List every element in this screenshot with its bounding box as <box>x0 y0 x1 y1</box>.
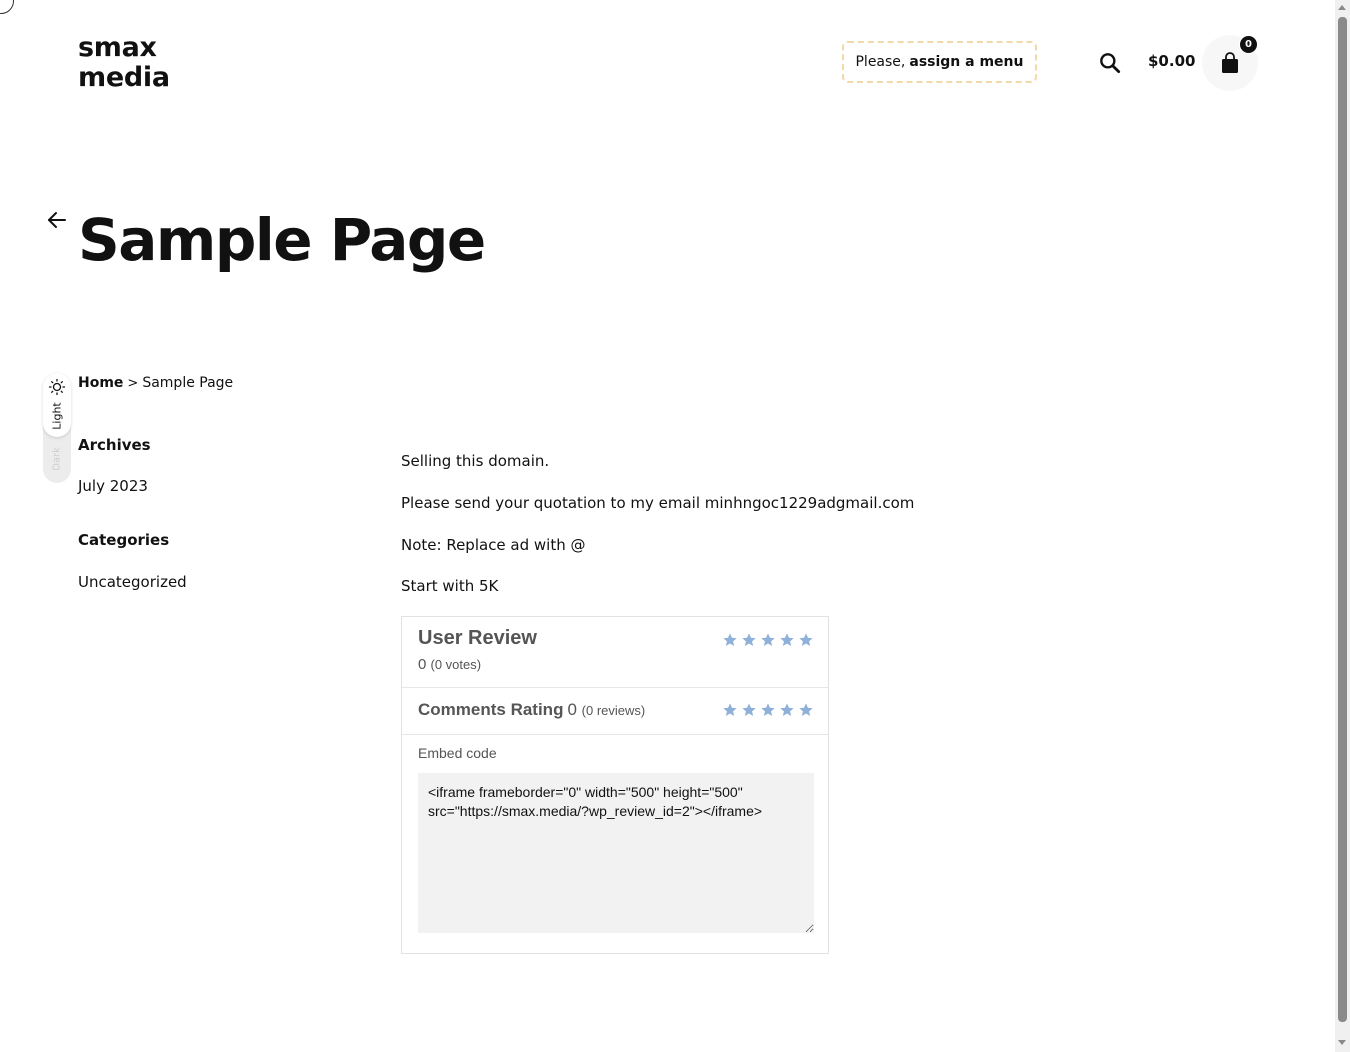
comments-rating-label <box>418 700 645 720</box>
content-paragraph: Selling this domain. <box>401 452 550 470</box>
star-icon <box>779 702 795 718</box>
comments-rating-row <box>402 688 828 735</box>
content-paragraph: Please send your quotation to my email minhngoc1229adgmail.com <box>401 494 915 512</box>
shopping-bag-icon <box>1220 52 1240 74</box>
scrollbar-thumb[interactable] <box>1338 17 1347 1022</box>
star-icon[interactable] <box>741 632 757 648</box>
scroll-up-arrow-icon[interactable] <box>1338 5 1346 10</box>
categories-title: Categories <box>78 531 170 549</box>
logo-line-2: media <box>78 62 170 93</box>
user-review-score-value: 0 <box>418 656 427 673</box>
search-icon <box>1097 50 1123 76</box>
user-review-box <box>401 616 829 954</box>
breadcrumb <box>78 375 233 391</box>
theme-toggle[interactable] <box>43 373 71 483</box>
assign-menu-notice[interactable] <box>842 41 1037 83</box>
site-logo[interactable] <box>78 33 170 93</box>
cart-count-badge: 0 <box>1239 35 1258 54</box>
assign-menu-link[interactable]: assign a menu <box>909 54 1024 70</box>
page-title: Sample Page <box>78 206 485 274</box>
category-link[interactable]: Uncategorized <box>78 573 187 591</box>
vertical-scrollbar[interactable] <box>1335 0 1350 1052</box>
user-review-title: User Review <box>418 627 537 649</box>
star-icon[interactable] <box>779 632 795 648</box>
comments-rating-title: Comments Rating <box>418 700 564 719</box>
menu-notice-prefix: Please, <box>855 54 906 70</box>
scroll-down-arrow-icon[interactable] <box>1338 1040 1346 1045</box>
comments-rating-reviews: (0 reviews) <box>581 703 646 718</box>
content-paragraph: Start with 5K <box>401 577 499 595</box>
light-mode-option[interactable] <box>43 373 71 437</box>
arrow-left-icon <box>46 209 68 231</box>
cart-total[interactable]: $0.00 <box>1148 52 1196 70</box>
dark-mode-label[interactable]: Dark <box>51 447 63 471</box>
content-paragraph: Note: Replace ad with @ <box>401 536 586 554</box>
star-icon <box>798 702 814 718</box>
breadcrumb-separator: > <box>127 375 139 391</box>
user-rating-stars[interactable] <box>722 632 814 648</box>
star-icon <box>741 702 757 718</box>
user-review-header <box>402 617 828 688</box>
embed-code-label: Embed code <box>418 745 497 761</box>
sun-icon <box>48 378 66 396</box>
star-icon[interactable] <box>798 632 814 648</box>
archive-link[interactable]: July 2023 <box>78 477 148 495</box>
star-icon[interactable] <box>722 632 738 648</box>
corner-circle <box>0 0 14 14</box>
star-icon[interactable] <box>760 632 776 648</box>
user-review-score <box>418 656 481 673</box>
breadcrumb-current: Sample Page <box>142 375 234 391</box>
user-review-votes: (0 votes) <box>430 657 482 672</box>
embed-code-textarea[interactable] <box>418 773 814 933</box>
comments-rating-stars <box>722 702 814 718</box>
star-icon <box>722 702 738 718</box>
light-mode-label: Light <box>50 402 64 430</box>
search-button[interactable] <box>1097 50 1123 76</box>
logo-line-1: smax <box>78 32 157 63</box>
star-icon <box>760 702 776 718</box>
archives-title: Archives <box>78 436 151 454</box>
back-button[interactable] <box>46 209 68 231</box>
breadcrumb-home[interactable]: Home <box>78 375 124 391</box>
comments-rating-value: 0 <box>567 700 577 719</box>
